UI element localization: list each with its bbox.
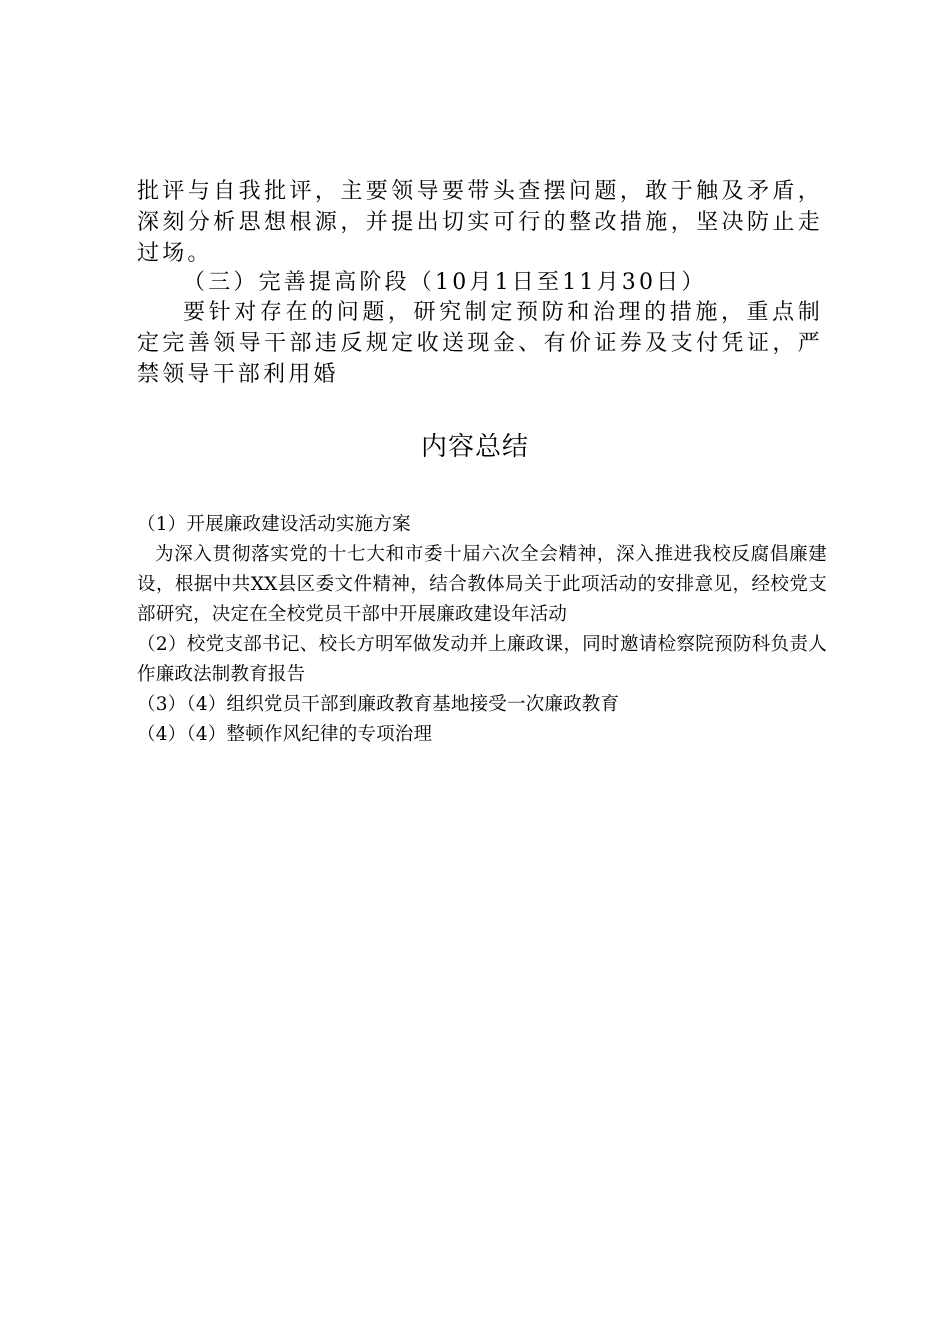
summary-item-1-detail: 为深入贯彻落实党的十七大和市委十届六次全会精神，深入推进我校反腐倡廉建设，根据中共XX县区委文件精神，结合教体局关于此项活动的安排意见，经校党支部研究，决定在全校党员干部中开展廉政建设年活动 — [137, 544, 827, 625]
summary-title: 内容总结 — [420, 432, 529, 462]
summary-item-1: （1）开展廉政建设活动实施方案 — [137, 514, 411, 535]
body-paragraph-1: 批评与自我批评，主要领导要带头查摆问题，敢于触及矛盾，深刻分析思想根源，并提出切实可行的整改措施，坚决防止走过场。 — [137, 179, 823, 266]
summary-item-4: （4）（4）整顿作风纪律的专项治理 — [137, 724, 433, 745]
body-paragraph-2: 要针对存在的问题，研究制定预防和治理的措施，重点制定完善领导干部违反规定收送现金、有价证券及支付凭证，严禁领导干部利用婚 — [137, 300, 823, 387]
summary-item-3: （3）（4）组织党员干部到廉政教育基地接受一次廉政教育 — [137, 694, 620, 715]
summary-item-2: （2）校党支部书记、校长方明军做发动并上廉政课，同时邀请检察院预防科负责人作廉政法制教育报告 — [137, 634, 827, 685]
section-heading-3: （三）完善提高阶段（10月1日至11月30日） — [183, 270, 707, 295]
